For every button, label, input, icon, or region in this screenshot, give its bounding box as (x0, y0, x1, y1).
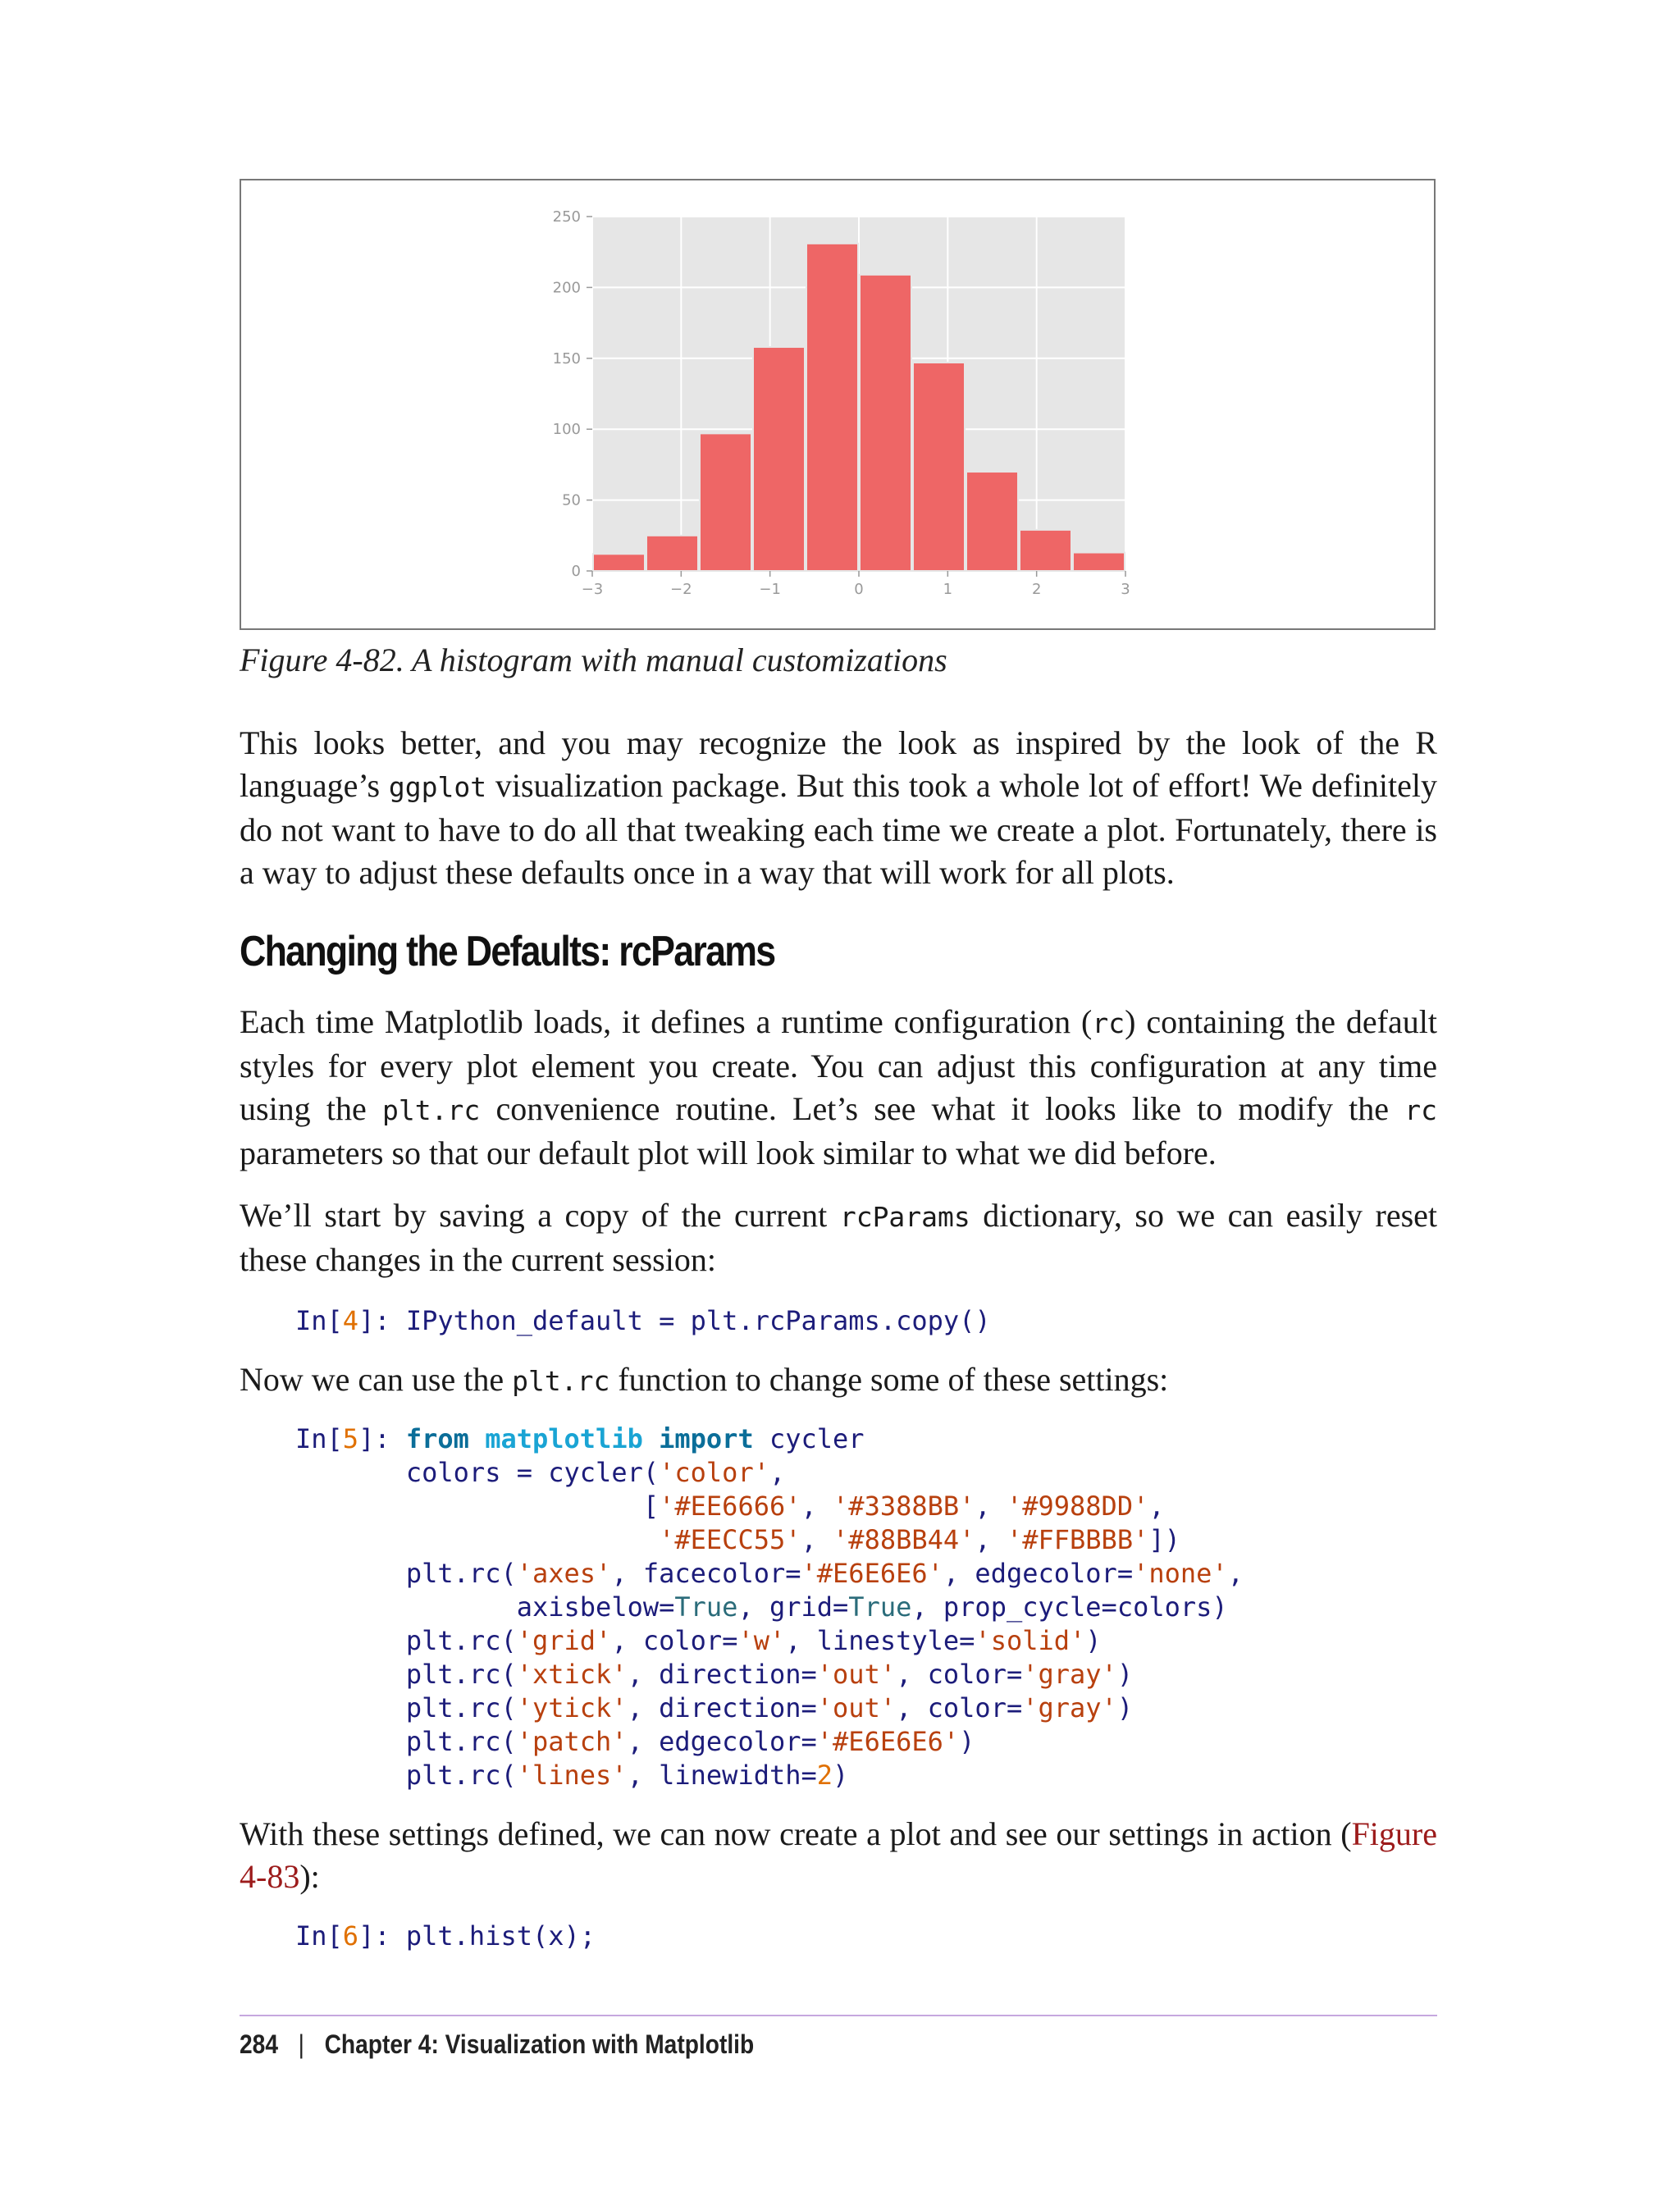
y-tick-label: 150 (552, 349, 581, 368)
histogram-bar (806, 244, 858, 571)
y-tick-label: 200 (552, 279, 581, 297)
histogram-bar (913, 363, 965, 571)
chapter-title: Chapter 4: Visualization with Matplotlib (324, 2029, 755, 2059)
histogram-bar (646, 536, 698, 571)
inline-code-plt-rc-2: plt.rc (512, 1365, 610, 1397)
code-block-in4: In[4]: IPython_default = plt.rcParams.copy() (295, 1305, 991, 1336)
figure-frame (240, 179, 1436, 630)
footer-separator: | (298, 2029, 304, 2059)
x-tick-label: −1 (759, 581, 781, 598)
histogram-bar (753, 347, 805, 571)
y-tick-label: 250 (552, 208, 581, 226)
histogram-bar (593, 554, 645, 571)
page-footer (240, 2028, 754, 2061)
paragraph-settings-defined: With these settings defined, we can now create a plot and see our settings in action (Figure 4-83): (240, 1815, 1437, 1895)
x-tick-label: −2 (670, 581, 692, 598)
paragraph-ggplot: This looks better, and you may recognize the look as inspired by the look of the R language’s ggplot visualization package. But this took a whole lot of effort! We definitely do not want to have to do all that tweaking each time we create a plot. Fortunately, there is a way to adjust these defaults once in a way that will work for all plots. (240, 724, 1438, 891)
x-tick-label: 1 (943, 581, 953, 598)
inline-code-ggplot: ggplot (388, 771, 487, 803)
x-tick-label: −3 (581, 581, 604, 598)
histogram-bar (1020, 530, 1071, 571)
histogram-bar (966, 472, 1018, 571)
inline-code-rc: rc (1092, 1007, 1125, 1039)
section-heading: Changing the Defaults: rcParams (240, 928, 775, 975)
histogram-bar (700, 433, 751, 571)
histogram-bar (860, 275, 911, 571)
paragraph-save-copy: We’ll start by saving a copy of the current rcParams dictionary, so we can easily reset these changes in the current session: (240, 1197, 1438, 1278)
code-block-in6: In[6]: plt.hist(x); (295, 1920, 596, 1952)
x-tick-label: 2 (1031, 581, 1042, 598)
page-number: 284 (240, 2029, 278, 2059)
y-tick-label: 0 (571, 563, 581, 580)
histogram-chart (241, 180, 1434, 628)
code-block-in5: In[5]: from matplotlib import cycler colors = cycler('color', ['#EE6666', '#3388BB', '#9988DD', '#EECC55', '#88BB44', '#FFBBBB']) plt.rc('axes', facecolor='#E6E6E6', edgecolor='none', axisbelow=True, grid=True, prop_cycle=colors) plt.rc('grid', color='w', linestyle='solid') plt.rc('xtick', direction='out', color='gray') plt.rc('ytick', direction='out', color='gray') plt.rc('patch', edgecolor='#E6E6E6') plt.rc('lines', linewidth=2) (295, 1423, 1244, 1791)
inline-code-rc-2: rc (1404, 1094, 1438, 1126)
x-tick-label: 0 (854, 581, 864, 598)
y-tick-label: 100 (552, 421, 581, 439)
paragraph-use-plt-rc: Now we can use the plt.rc function to change some of these settings: (240, 1361, 1169, 1398)
figure-caption: Figure 4-82. A histogram with manual customizations (240, 641, 947, 678)
inline-code-rcparams: rcParams (839, 1201, 970, 1233)
x-tick-label: 3 (1121, 581, 1130, 598)
footer-rule (240, 2015, 1437, 2016)
inline-code-plt-rc: plt.rc (382, 1094, 481, 1126)
figure-reference-link[interactable]: Figure 4-83 (240, 1815, 1437, 1895)
paragraph-runtime-config: Each time Matplotlib loads, it defines a runtime configuration (rc) containing the default styles for every plot element you create. You can adjust this configuration at any time using the plt.rc convenience routine. Let’s see what it looks like to modify the rc parameters so that our default plot will look similar to what we did before. (240, 1003, 1438, 1171)
histogram-bar (1073, 553, 1125, 571)
y-tick-label: 50 (562, 491, 581, 509)
